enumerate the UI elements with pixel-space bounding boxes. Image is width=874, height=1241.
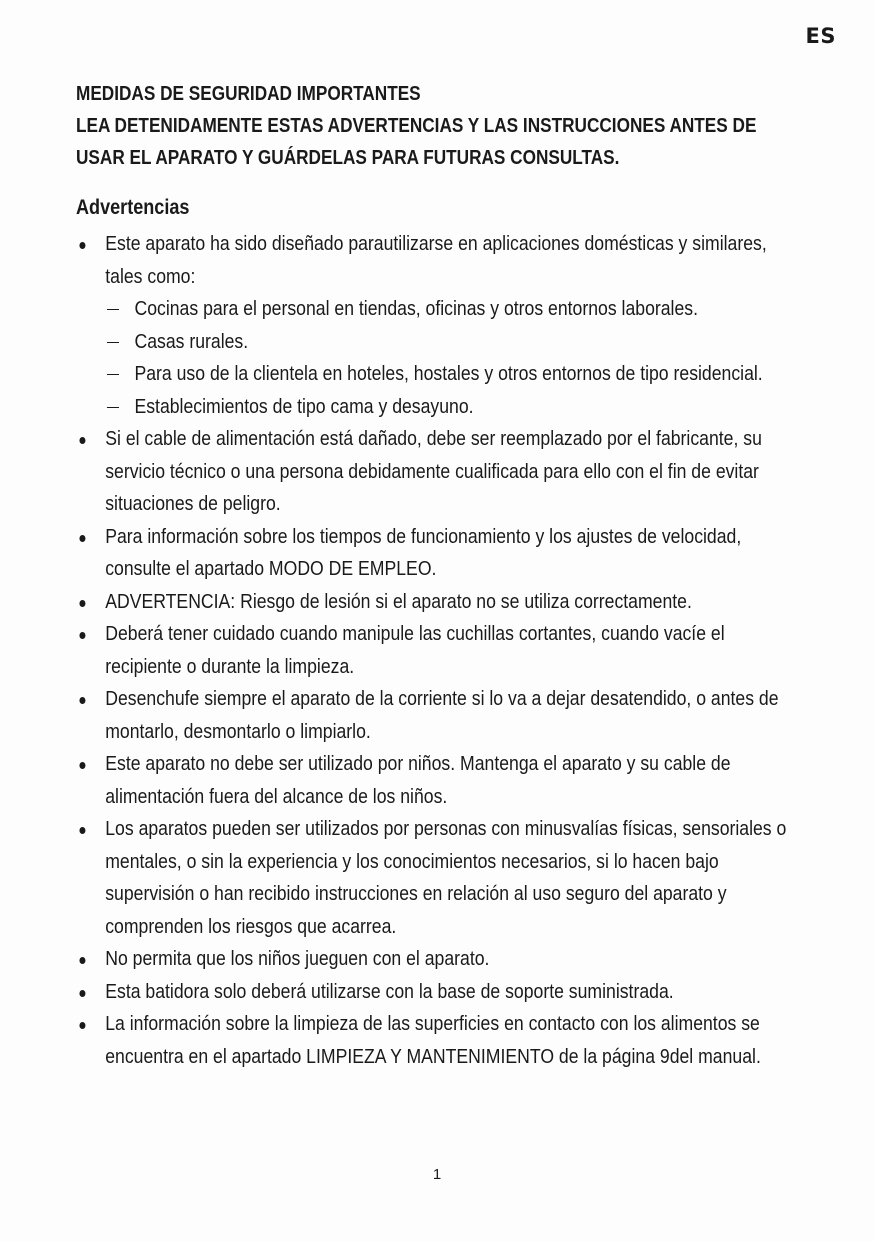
bullet-icon: [79, 535, 85, 542]
warning-line: alimentación fuera del alcance de los niños.: [105, 784, 448, 808]
bullet-icon: [79, 827, 85, 834]
warning-item: [76, 748, 807, 813]
warning-line: montarlo, desmontarlo o limpiarlo.: [105, 719, 371, 743]
warning-line: ADVERTENCIA: Riesgo de lesión si el aparato no se utiliza correctamente.: [105, 589, 692, 613]
section-title: Advertencias: [76, 196, 190, 219]
warning-item: [76, 423, 807, 521]
dash-icon: [107, 407, 119, 408]
warning-line: Deberá tener cuidado cuando manipule las cuchillas cortantes, cuando vacíe el: [105, 622, 725, 645]
bullet-icon: [79, 600, 85, 607]
header-line-3: USAR EL APARATO Y GUÁRDELAS PARA FUTURAS CONSULTAS.: [76, 147, 620, 169]
sub-item-text: Casas rurales.: [134, 329, 249, 353]
warning-item: [76, 521, 807, 586]
warning-item: [76, 1008, 807, 1073]
warning-item: [76, 943, 807, 976]
bullet-icon: [79, 242, 85, 249]
warning-line: situaciones de peligro.: [105, 492, 281, 515]
dash-icon: [107, 309, 119, 310]
warning-item: [76, 228, 807, 293]
warning-line: Si el cable de alimentación está dañado, debe ser reemplazado por el fabricante, su: [105, 427, 762, 450]
warning-line: consulte el apartado MODO DE EMPLEO.: [105, 557, 437, 580]
warning-line: La información sobre la limpieza de las superficies en contacto con los alimentos se: [105, 1012, 760, 1035]
bullet-icon: [79, 632, 85, 639]
sub-item-text: Establecimientos de tipo cama y desayuno.: [134, 394, 474, 418]
warning-line: tales como:: [105, 264, 196, 288]
safety-header: [76, 78, 836, 174]
warning-line: Los aparatos pueden ser utilizados por personas con minusvalías físicas, sensoriales o: [105, 817, 787, 840]
warning-line: encuentra en el apartado LIMPIEZA Y MANTENIMIENTO de la página 9del manual.: [105, 1044, 761, 1068]
warning-line: Esta batidora solo deberá utilizarse con la base de soporte suministrada.: [105, 979, 674, 1003]
sub-item-text: Para uso de la clientela en hoteles, hostales y otros entornos de tipo residencial.: [134, 362, 763, 385]
warnings-list: [76, 228, 807, 1073]
warning-item: [76, 976, 807, 1009]
warning-line: mentales, o sin la experiencia y los conocimientos necesarios, si lo hacen bajo: [105, 849, 719, 873]
dash-icon: [107, 342, 119, 343]
sub-item: [76, 326, 807, 359]
bullet-icon: [79, 957, 85, 964]
warning-line: Desenchufe siempre el aparato de la corriente si lo va a dejar desatendido, o antes de: [105, 687, 779, 710]
warning-line: Este aparato ha sido diseñado parautilizarse en aplicaciones domésticas y similares,: [105, 232, 767, 255]
bullet-icon: [79, 762, 85, 769]
warning-line: Este aparato no debe ser utilizado por niños. Mantenga el aparato y su cable de: [105, 752, 731, 775]
bullet-icon: [79, 1022, 85, 1029]
sub-item-text: Cocinas para el personal en tiendas, oficinas y otros entornos laborales.: [134, 297, 698, 320]
header-line-1: MEDIDAS DE SEGURIDAD IMPORTANTES: [76, 83, 421, 105]
warning-line: servicio técnico o una persona debidamente cualificada para ello con el fin de evitar: [105, 459, 759, 483]
dash-icon: [107, 374, 119, 375]
bullet-icon: [79, 697, 85, 704]
header-line-2: LEA DETENIDAMENTE ESTAS ADVERTENCIAS Y LAS INSTRUCCIONES ANTES DE: [76, 115, 757, 137]
warning-line: supervisión o han recibido instrucciones en relación al uso seguro del aparato y: [105, 882, 727, 905]
warning-item: [76, 586, 807, 619]
page-number: 1: [432, 1166, 442, 1183]
warning-item: [76, 618, 807, 683]
warning-line: No permita que los niños jueguen con el aparato.: [105, 947, 490, 970]
warning-item: [76, 813, 807, 943]
warning-line: comprenden los riesgos que acarrea.: [105, 914, 397, 938]
sub-item: [76, 293, 807, 326]
language-code: ES: [805, 24, 836, 48]
sub-item: [76, 358, 807, 391]
bullet-icon: [79, 437, 85, 444]
warning-line: Para información sobre los tiempos de funcionamiento y los ajustes de velocidad,: [105, 524, 742, 548]
sub-item: [76, 391, 807, 424]
bullet-icon: [79, 990, 85, 997]
warning-item: [76, 683, 807, 748]
warning-line: recipiente o durante la limpieza.: [105, 654, 355, 678]
